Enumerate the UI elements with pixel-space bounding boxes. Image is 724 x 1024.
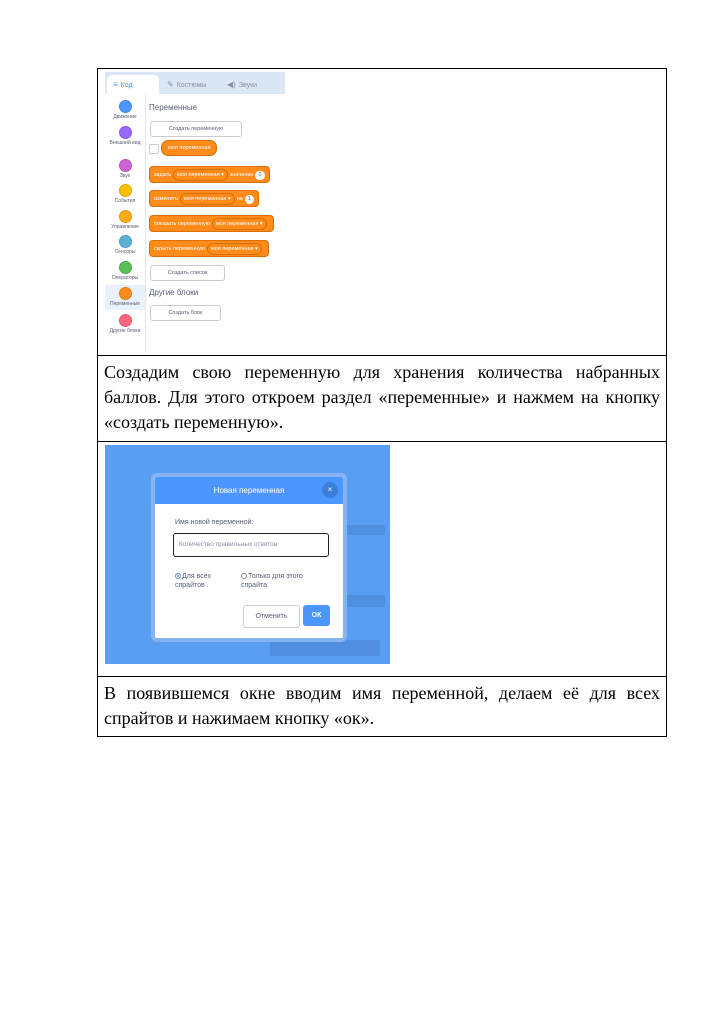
variables-dot-icon [119,287,132,300]
background-block [270,640,380,656]
variable-checkbox[interactable] [149,144,159,154]
tab-sounds[interactable]: ◀) Звуки [221,75,273,94]
text-row-2 [98,676,666,736]
option-all-sprites[interactable]: Для всех спрайтов [175,573,211,589]
blocks-palette [147,94,285,352]
create-block-button[interactable]: Создать блок [150,305,221,321]
dialog-title: Новая переменная [155,477,343,504]
radio-selected-icon[interactable] [175,573,181,579]
events-dot-icon [119,184,132,197]
scratch-editor-screenshot [105,72,285,352]
my-blocks-dot-icon [119,314,132,327]
brush-icon: ✎ [167,80,174,89]
category-sensing[interactable]: Сенсоры [105,235,145,255]
change-variable-block[interactable]: изменить моя переменная ▾ на 1 [149,190,259,207]
category-my-blocks[interactable]: Другие блоки [105,314,145,334]
hide-variable-block[interactable]: скрыть переменную моя переменная ▾ [149,240,269,257]
content-table [97,68,667,737]
category-motion[interactable]: Движение [105,100,145,120]
category-sound[interactable]: Звук [105,159,145,179]
motion-dot-icon [119,100,132,113]
screenshot-row-variables [98,69,666,355]
instruction-paragraph-2: В появившемся окне вводим имя переменной, делаем её для всех спрайтов и нажимаем кнопку «ок». [104,683,660,728]
tab-code[interactable]: ≡ Код [107,75,159,94]
category-events[interactable]: События [105,184,145,204]
option-this-sprite[interactable]: Только для этого спрайта [241,573,303,589]
sound-dot-icon [119,159,132,172]
set-variable-block[interactable]: задать моя переменная ▾ значение 0 [149,166,270,183]
new-variable-dialog-screenshot [105,445,390,664]
show-variable-block[interactable]: показать переменную моя переменная ▾ [149,215,274,232]
heading-variables: Переменные [149,103,198,112]
speaker-icon: ◀) [227,80,236,89]
instruction-paragraph-1: Создадим свою переменную для хранения количества набранных баллов. Для этого откроем раздел «переменные» и нажмем на кнопку «создать переменную». [104,362,660,432]
text-row-1 [98,355,666,441]
code-icon: ≡ [113,80,118,89]
new-variable-dialog [151,473,347,642]
control-dot-icon [119,210,132,223]
create-list-button[interactable]: Создать список [150,265,225,281]
heading-my-blocks: Другие блоки [149,288,199,297]
variable-name-input[interactable]: Количество правильных ответов [173,533,329,557]
category-menu [105,94,146,352]
my-variable-reporter[interactable]: моя переменная [161,140,217,156]
screenshot-row-dialog [98,441,666,676]
tab-costumes[interactable]: ✎ Костюмы [161,75,219,94]
operators-dot-icon [119,261,132,274]
cancel-button[interactable]: Отменить [243,605,300,628]
editor-tabs [105,72,285,94]
ok-button[interactable]: ОК [303,605,330,626]
variable-name-label: Имя новой переменной: [175,519,254,526]
close-icon[interactable]: × [322,482,338,498]
radio-empty-icon[interactable] [241,573,247,579]
sensing-dot-icon [119,235,132,248]
create-variable-button[interactable]: Создать переменную [150,121,242,137]
looks-dot-icon [119,126,132,139]
category-operators[interactable]: Операторы [105,261,145,281]
category-variables[interactable]: Переменные [105,285,145,310]
category-control[interactable]: Управление [105,210,145,230]
category-looks[interactable]: Внешний вид [105,126,145,146]
